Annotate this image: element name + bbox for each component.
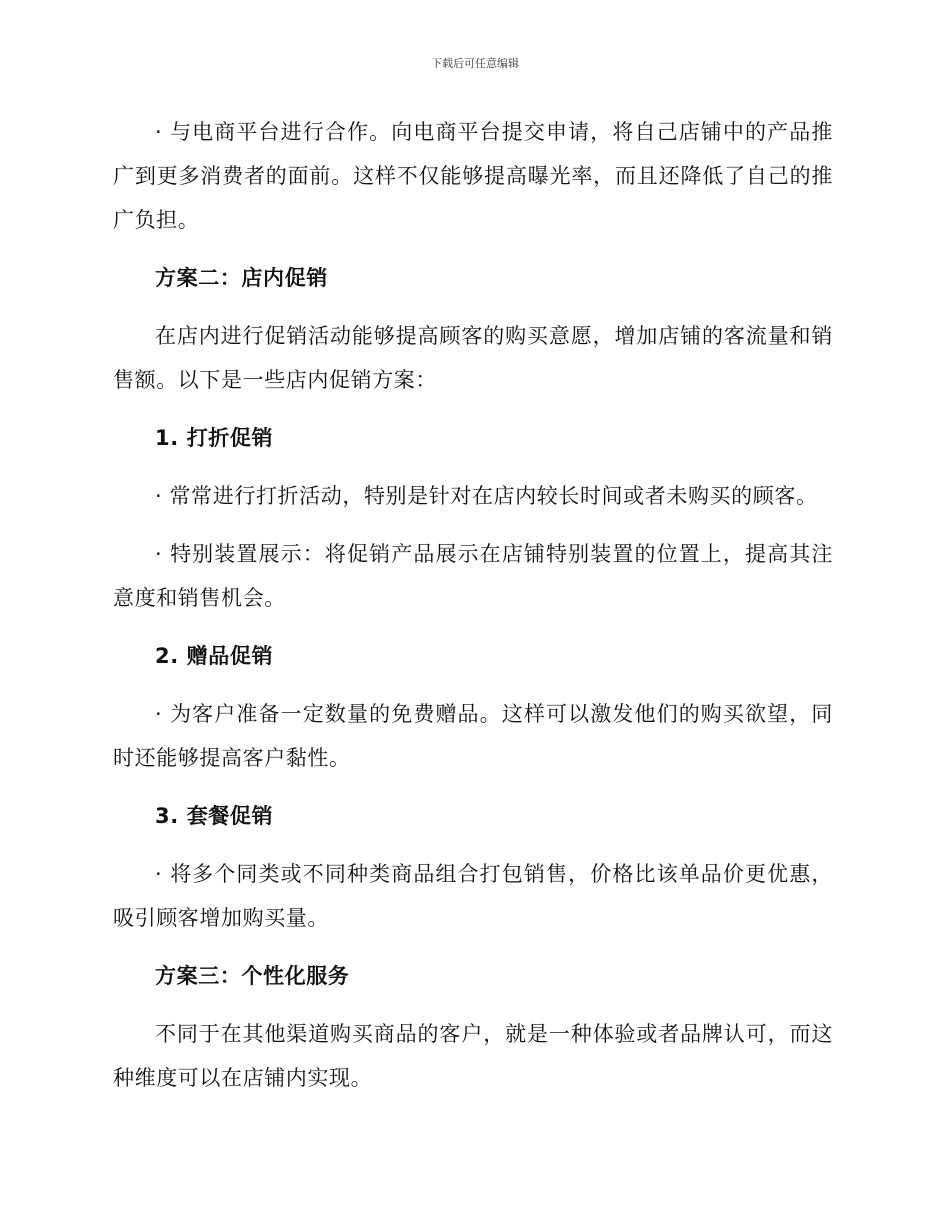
bullet-special-display: · 特别装置展示：将促销产品展示在店铺特别装置的位置上，提高其注意度和销售机会。 bbox=[113, 542, 833, 610]
heading-plan-three: 方案三：个性化服务 bbox=[155, 964, 350, 988]
bullet-bundle-sales: · 将多个同类或不同种类商品组合打包销售，价格比该单品价更优惠，吸引顾客增加购买量。 bbox=[113, 862, 833, 930]
heading-gift-promotion: 2. 赠品促销 bbox=[155, 644, 274, 668]
paragraph-personalized-service: 不同于在其他渠道购买商品的客户，就是一种体验或者品牌认可，而这种维度可以在店铺内实现。 bbox=[113, 1022, 833, 1090]
heading-plan-two: 方案二：店内促销 bbox=[155, 266, 328, 290]
bullet-free-gifts: · 为客户准备一定数量的免费赠品。这样可以激发他们的购买欲望，同时还能够提高客户黏性。 bbox=[113, 702, 833, 770]
paragraph-in-store-intro: 在店内进行促销活动能够提高顾客的购买意愿，增加店铺的客流量和销售额。以下是一些店内促销方案： bbox=[113, 324, 833, 392]
document-body bbox=[113, 110, 833, 1114]
bullet-ecommerce-cooperation: · 与电商平台进行合作。向电商平台提交申请，将自己店铺中的产品推广到更多消费者的面前。这样不仅能够提高曝光率，而且还降低了自己的推广负担。 bbox=[113, 120, 833, 232]
heading-bundle-promotion: 3. 套餐促销 bbox=[155, 804, 274, 828]
bullet-discount-activity: · 常常进行打折活动，特别是针对在店内较长时间或者未购买的顾客。 bbox=[155, 484, 818, 508]
heading-discount-promotion: 1. 打折促销 bbox=[155, 426, 274, 450]
page-header-caption: 下载后可任意编辑 bbox=[431, 57, 519, 70]
